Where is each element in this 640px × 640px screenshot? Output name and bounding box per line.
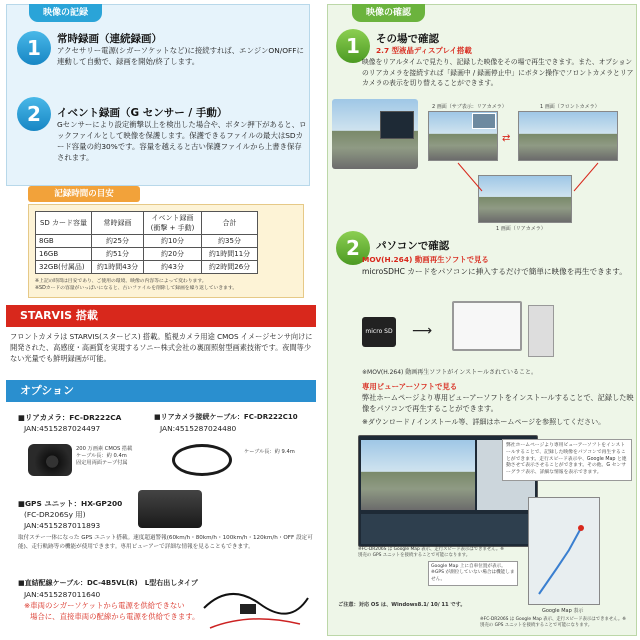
step-1-badge: 1	[336, 29, 370, 63]
screen-label-rear: 1 画面（リアカメラ）	[496, 226, 546, 232]
table-cell: 約20分	[144, 248, 202, 261]
table-cell: 約2時間26分	[202, 261, 258, 274]
dashcam-device	[380, 111, 414, 139]
continuous-recording-title: 常時録画（連続録画）	[57, 33, 162, 45]
recording-tab: 映像の記録	[29, 4, 102, 22]
playback-tab: 映像の確認	[352, 4, 425, 22]
step-1-badge: 1	[17, 31, 51, 65]
screen-label-front: 1 画面（フロントカメラ）	[540, 104, 600, 110]
starvis-text: フロントカメラは STARVIS(スタービス) 搭載。監視カメラ用途 CMOS イメージセンサ向けに開発された、高感度・高画質を実現するソニー株式会社の裏面照射型画素技術です。夜間等少ない光量でも鮮明録画が可能。	[10, 332, 313, 363]
rear-cable-spec: ケーブル長：約 9.4m	[244, 449, 295, 455]
table-cell: 約1時間43分	[92, 261, 144, 274]
gps-model: (FC-DR206Sy 用)	[24, 510, 86, 519]
table-cell: 約35分	[202, 235, 258, 248]
option-header: オプション	[6, 380, 316, 402]
rear-cable-image	[172, 444, 232, 476]
event-recording-title: イベント録画（G センサー / 手動）	[57, 107, 228, 119]
table-cell: 約43分	[144, 261, 202, 274]
gps-name: ■GPS ユニット：HX-GP200	[18, 499, 123, 508]
lcd-subtitle: 2.7 型液晶ディスプレイ搭載	[376, 46, 472, 55]
screen-front-preview	[518, 111, 618, 161]
step-2-badge: 2	[336, 231, 370, 265]
recording-time-box	[28, 204, 304, 298]
map-route	[529, 498, 601, 606]
rear-camera-spec-1: 200 万画素 CMOS 搭載	[76, 446, 133, 452]
os-footnote: ご注意：対応 OS は、Windows8.1/ 10/ 11 です。	[338, 602, 466, 608]
table-cell: 16GB	[36, 248, 92, 261]
gps-jan: JAN:4515287011893	[24, 521, 101, 530]
table-cell: 約1時間11分	[202, 248, 258, 261]
col-header: 常時録画	[92, 212, 144, 235]
screen-switch-arrows	[448, 161, 618, 201]
viewer-callout: 弊社ホームページより専用ビューアーソフトをインストールすることで、記録した映像をパソコンで再生することができます。走行スピード表示や、Google Map と連動させて表示させることができます。その他、G センサーグラフ表示、詳細な情報を表示できます。	[502, 439, 632, 481]
mov-note: ※MOV(H.264) 動画再生ソフトがインストールされていること。	[362, 369, 537, 376]
map-label: Google Map 上に自車位置が表示。※GPS が測位していない場合は機能しません。	[428, 561, 518, 586]
google-map-screenshot	[528, 497, 600, 605]
playback-panel	[327, 4, 637, 636]
table-note-1: ※上記の時間は目安であり、ご使用の環境、映像の内容等によって変わります。	[35, 279, 207, 284]
table-row	[36, 235, 258, 248]
table-cell: 約51分	[92, 248, 144, 261]
onsite-check-text: 映像をリアルタイムで見たり、記録した映像をその場で再生できます。また、オプションのリアカメラを接続すれば「録画中 / 録画停止中」にボタン操作でフロントカメラとリアカメラの表示を切り替えることができます。	[362, 58, 634, 87]
viewer-subtitle: 専用ビューアーソフトで見る	[362, 382, 458, 391]
gps-text: 取付ステー一体になった GPS ユニット搭載。速度超過警報(60km/h・80km/h・100km/h・120km/h・OFF 設定可能)、走行軌跡等の機能が使用できます。専用ビューアーで詳細な情報を見ることもできます。	[18, 535, 313, 550]
arrow-right-icon: ⇄	[502, 133, 511, 144]
col-header: イベント録画 (衝撃 + 手動)	[144, 212, 202, 235]
rear-camera-jan: JAN:4515287024497	[24, 424, 101, 433]
rear-cable-jan: JAN:4515287024480	[160, 424, 237, 433]
viewer-video-frame	[361, 440, 475, 510]
direct-cable-note-1: ※車両のシガーソケットから電源を供給できない	[24, 601, 185, 610]
col-header: SD カード容量	[36, 212, 92, 235]
table-cell: 約10分	[144, 235, 202, 248]
col-header: 合計	[202, 212, 258, 235]
continuous-recording-text: アクセサリー電源(シガーソケットなど)に接続すれば、エンジンON/OFFに連動して自動で、録画を開始/終了します。	[57, 46, 304, 66]
mov-subtitle: MOV(H.264) 動画再生ソフトで見る	[362, 255, 489, 264]
viewer-note: ※ダウンロード / インストール等、詳細はホームページを参照してください。	[362, 418, 606, 426]
pc-monitor	[452, 301, 522, 351]
table-row	[36, 261, 258, 274]
direct-cable-name: ■直結配線ケーブル：DC-4B5VL(R) L型右出しタイプ	[18, 579, 198, 587]
direct-cable-image	[200, 578, 312, 634]
arrow-right-icon: ⟶	[412, 323, 433, 339]
rear-camera-spec-3: 固定用両面テープ付属	[76, 460, 128, 466]
mov-text: microSDHC カードをパソコンに挿入するだけで簡単に映像を再生できます。	[362, 267, 627, 276]
table-cell: 8GB	[36, 235, 92, 248]
onsite-check-title: その場で確認	[376, 33, 439, 45]
pc-check-title: パソコンで確認	[376, 240, 450, 252]
recording-panel	[6, 4, 310, 186]
step-2-badge: 2	[17, 97, 51, 131]
sub-screen-inset	[472, 113, 496, 129]
rear-camera-name: ■リアカメラ：FC-DR222CA	[18, 413, 122, 422]
direct-cable-jan: JAN:4515287011640	[24, 590, 101, 599]
direct-cable-note-2: 場合に、直接車両の配線から電源を供給できます。	[30, 612, 200, 621]
viewer-controls	[361, 514, 535, 544]
viewer-text: 弊社ホームページより専用ビューアーソフトをインストールすることで、記録した映像をパソコンで再生することができます。	[362, 393, 634, 413]
starvis-header: STARVIS 搭載	[6, 305, 316, 327]
recording-time-title: 記録時間の目安	[28, 186, 140, 202]
table-row	[36, 248, 258, 261]
pc-tower	[528, 305, 554, 357]
table-cell: 32GB(付属品)	[36, 261, 92, 274]
rear-camera-image	[28, 444, 72, 476]
table-note-2: ※SDカードの容量がいっぱいになると、古いファイルを削除して録画を繰り返していきます。	[35, 286, 238, 291]
map-caption: Google Map 表示	[542, 608, 584, 614]
rear-camera-spec-2: ケーブル長：約 0.4m	[76, 453, 127, 459]
viewer-caption-2: ※FC-DR206S は Google Map 表示、走行スピード表示はできません。※別売の GPS ユニットを接続することで可能になります。	[480, 617, 626, 628]
screen-label-dual: 2 画面（サブ表示：リアカメラ）	[432, 104, 507, 110]
viewer-caption-1: ※FC-DR206S は Google Map 表示、走行スピード表示はできません。※別売の GPS ユニットを接続することで可能になります。	[358, 547, 504, 558]
gps-unit-image	[138, 490, 202, 528]
recording-time-table	[35, 211, 258, 274]
microsd-card: micro SD	[362, 317, 396, 347]
rear-cable-name: ■リアカメラ接続ケーブル：FC-DR222C10	[154, 413, 298, 421]
table-cell: 約25分	[92, 235, 144, 248]
event-recording-text: Gセンサーにより設定衝撃以上を検出した場合や、ボタン押下があると、ロックファイルとして映像を保護します。保護できるファイルの最大はSDカード容量の約30%です。容量を越えると古い保護ファイルから上書き保存されます。	[57, 120, 307, 162]
